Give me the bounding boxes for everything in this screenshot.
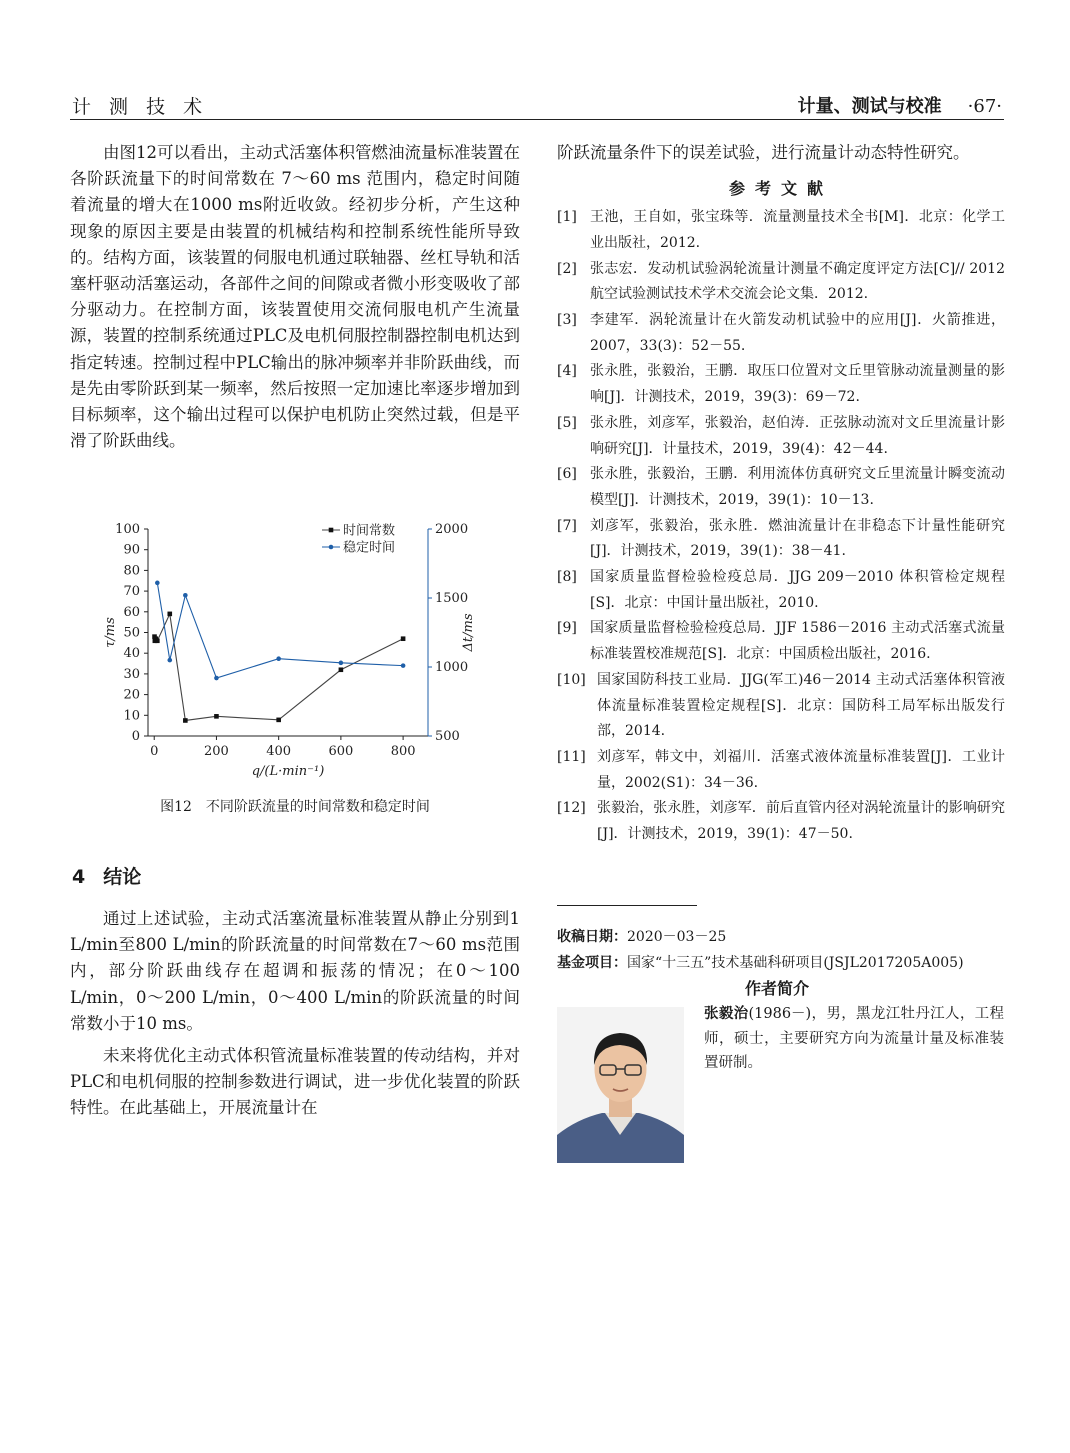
reference-text: 国家国防科技工业局．JJG(军工)46－2014 主动式活塞体积管液体流量标准装置检定规程[S]．北京：国防科工局军标出版发行部，2014.	[597, 671, 1005, 740]
data-point	[183, 718, 188, 723]
data-point	[276, 656, 281, 661]
reference-item	[557, 205, 1005, 256]
y-right-tick-label: 1000	[435, 660, 469, 675]
reference-text: 王池，王自如，张宝珠等．流量测量技术全书[M]．北京：化学工业出版社，2012.	[590, 209, 1005, 251]
conclusion-paragraph-1: 通过上述试验，主动式活塞流量标准装置从静止分别到1 L/min至800 L/min的阶跃流量的时间常数在7～60 ms范围内，部分阶跃曲线存在超调和振荡的情况；在0～100 L/min，0～200 L/min，0～400 L/min的阶跃流量的时间常数小于10 ms。	[70, 909, 520, 1033]
reference-text: 刘彦军，张毅治，张永胜．燃油流量计在非稳态下计量性能研究[J]．计测技术，2019，39(1)：38－41.	[590, 517, 1005, 560]
y-right-tick-label: 2000	[435, 522, 469, 537]
reference-item	[557, 565, 1005, 616]
reference-number: [11]	[557, 748, 586, 765]
reference-number: [9]	[557, 620, 577, 637]
reference-item	[557, 411, 1005, 462]
received-value: 2020－03－25	[627, 929, 727, 945]
reference-number: [4]	[557, 363, 577, 380]
references-title: 参考文献	[728, 179, 833, 199]
section-name: 计量、测试与校准	[797, 96, 942, 117]
x-axis-label: q/(L·min⁻¹)	[251, 764, 325, 779]
legend-label: 稳定时间	[343, 540, 396, 556]
x-tick-label: 200	[204, 744, 229, 759]
conclusion-block	[70, 906, 520, 1128]
y-left-tick-label: 80	[123, 563, 140, 579]
reference-text: 张毅治，张永胜，刘彦军．前后直管内径对涡轮流量计的影响研究[J]．计测技术，2019，39(1)：47－50.	[597, 800, 1005, 843]
data-point	[339, 661, 344, 666]
y-left-tick-label: 40	[123, 646, 140, 662]
reference-item	[557, 514, 1005, 565]
reference-number: [3]	[557, 312, 577, 329]
reference-item	[557, 462, 1005, 513]
y-left-tick-label: 100	[115, 522, 140, 537]
journal-name: 计 测 技 术	[72, 96, 209, 118]
author-bio-text: (1986－)，男，黑龙江牡丹江人，工程师，硕士，主要研究方向为流量计量及标准装置研制。	[704, 1006, 1005, 1071]
reference-number: [5]	[557, 414, 577, 431]
reference-text: 国家质量监督检验检疫总局．JJG 209－2010 体积管检定规程[S]．北京：中国计量出版社，2010.	[590, 569, 1005, 611]
received-date	[557, 924, 964, 950]
reference-text: 国家质量监督检验检疫总局．JJF 1586－2016 主动式活塞式流量标准装置校准规范[S]．北京：中国质检出版社，2016.	[590, 620, 1005, 663]
reference-text: 张永胜，刘彦军，张毅治，赵伯涛．正弦脉动流对文丘里流量计影响研究[J]．计量技术，2019，39(4)：42－44.	[590, 414, 1005, 457]
reference-number: [1]	[557, 209, 577, 226]
reference-number: [2]	[557, 260, 577, 277]
reference-text: 张永胜，张毅治，王鹏．取压口位置对文丘里管脉动流量测量的影响[J]．计测技术，2019，39(3)：69－72.	[590, 363, 1005, 406]
reference-text: 张志宏．发动机试验涡轮流量计测量不确定度评定方法[C]// 2012航空试验测试技术学术交流会论文集．2012.	[590, 260, 1005, 303]
reference-item	[557, 359, 1005, 410]
author-photo	[557, 1007, 684, 1163]
reference-text: 刘彦军，韩文中，刘福川．活塞式液体流量标准装置[J]．工业计量，2002(S1)：34－36.	[597, 748, 1005, 791]
section-heading	[72, 862, 141, 889]
continuation-paragraph: 阶跃流量条件下的误差试验，进行流量计动态特性研究。	[557, 143, 970, 162]
header-rule	[70, 119, 1004, 120]
x-tick-label: 400	[266, 744, 292, 759]
reference-number: [8]	[557, 569, 577, 586]
reference-text: 张永胜，张毅治，王鹏．利用流体仿真研究文丘里流量计瞬变流动模型[J]．计测技术，2019，39(1)：10－13.	[590, 466, 1005, 508]
reference-item	[557, 308, 1005, 359]
conclusion-paragraph-2: 未来将优化主动式体积管流量标准装置的传动结构，并对PLC和电机伺服的控制参数进行调试，进一步优化装置的阶跃特性。在此基础上，开展流量计在	[70, 1046, 520, 1118]
fund-info	[557, 950, 964, 976]
reference-item	[557, 616, 1005, 667]
footnote-rule	[557, 905, 697, 906]
discussion-paragraph: 由图12可以看出，主动式活塞体积管燃油流量标准装置在各阶跃流量下的时间常数在 7～60 ms 范围内，稳定时间随着流量的增大在1000 ms附近收敛。经初步分析，产生这种现象的原因主要是由装置的机械结构和控制系统性能所导致的。结构方面，该装置的伺服电机通过联轴器、丝杠导轨和活塞杆驱动活塞运动，各部件之间的间隙或者微小形变吸收了部分驱动力。在控制方面，该装置使用交流伺服电机产生流量源，装置的控制系统通过PLC及电机伺服控制器控制电机达到指定转速。控制过程中PLC输出的脉冲频率并非阶跃曲线，而是先由零阶跃到某一频率，然后按照一定加速比率逐步增加到目标频率，这个输出过程可以保护电机防止突然过载，但是平滑了阶跃曲线。	[70, 143, 520, 451]
data-point	[167, 612, 172, 617]
data-point	[155, 581, 160, 586]
y-left-tick-label: 30	[123, 666, 140, 682]
y-left-tick-label: 70	[123, 584, 140, 600]
reference-item	[557, 668, 1005, 745]
data-point	[183, 593, 188, 598]
data-point	[167, 658, 172, 663]
data-point	[339, 667, 344, 672]
y-right-tick-label: 1500	[435, 591, 469, 606]
figure-caption: 图12 不同阶跃流量的时间常数和稳定时间	[160, 799, 430, 815]
section-title: 结论	[103, 866, 142, 888]
x-tick-label: 800	[390, 744, 416, 759]
data-point	[276, 718, 281, 723]
legend-marker	[329, 528, 334, 533]
y-left-tick-label: 10	[123, 708, 140, 724]
reference-number: [6]	[557, 466, 577, 483]
reference-list	[557, 205, 1005, 848]
author-name: 张毅治	[704, 1006, 749, 1022]
article-meta	[557, 924, 964, 976]
y-left-tick-label: 50	[123, 625, 140, 641]
y-left-axis-label: τ/ms	[103, 617, 118, 648]
reference-item	[557, 745, 1005, 796]
reference-text: 李建军．涡轮流量计在火箭发动机试验中的应用[J]．火箭推进，2007，33(3)：52－55.	[590, 312, 1005, 354]
series-line	[155, 614, 404, 721]
section-number: 4	[72, 866, 86, 888]
reference-number: [7]	[557, 517, 577, 534]
reference-number: [10]	[557, 671, 586, 688]
x-tick-label: 0	[150, 744, 159, 759]
y-left-tick-label: 90	[123, 542, 140, 558]
data-point	[155, 638, 160, 643]
data-point	[401, 663, 406, 668]
right-column	[557, 140, 1005, 848]
x-tick-label: 600	[328, 744, 354, 759]
author-section-title: 作者简介	[745, 979, 810, 998]
series-line	[157, 583, 403, 678]
y-right-axis-label: Δt/ms	[461, 613, 476, 652]
author-bio	[704, 1002, 1004, 1076]
y-left-tick-label: 60	[123, 604, 140, 620]
y-right-tick-label: 500	[435, 729, 460, 744]
reference-item	[557, 257, 1005, 308]
data-point	[214, 714, 219, 719]
chart-svg	[100, 517, 480, 787]
fund-value: 国家“十三五”技术基础科研项目(JSJL2017205A005)	[627, 955, 964, 971]
data-point	[401, 636, 406, 641]
legend-label: 时间常数	[343, 523, 396, 539]
page-number: ·67·	[967, 96, 1002, 117]
y-left-tick-label: 20	[123, 687, 140, 703]
reference-item	[557, 796, 1005, 847]
figure-12-chart	[100, 517, 480, 787]
fund-label: 基金项目：	[557, 955, 627, 971]
data-point	[214, 676, 219, 681]
y-left-tick-label: 0	[131, 729, 140, 744]
reference-number: [12]	[557, 800, 586, 817]
received-label: 收稿日期：	[557, 929, 627, 945]
legend-marker	[329, 545, 334, 550]
section-header	[798, 92, 1002, 118]
left-column	[70, 140, 520, 454]
